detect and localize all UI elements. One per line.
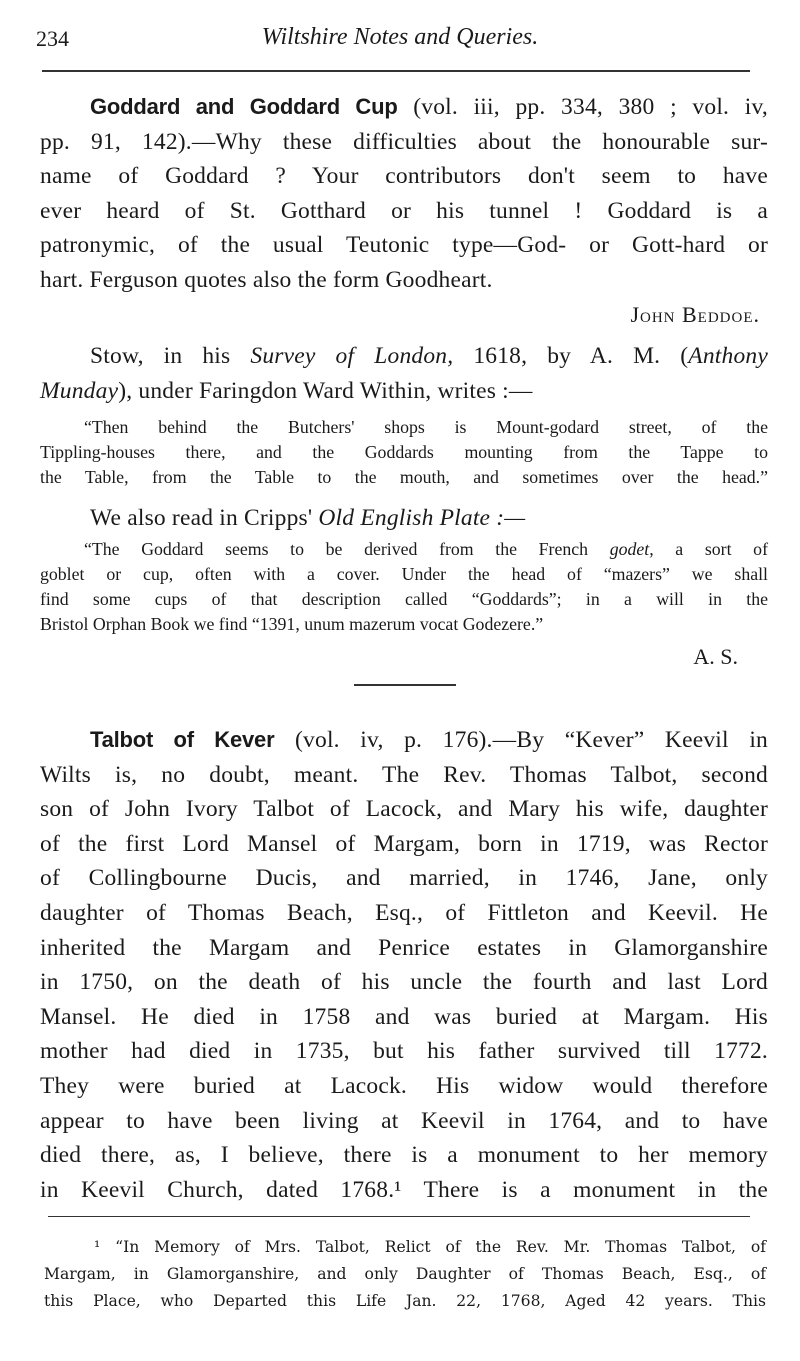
text-segment: 1618, by A. M. ( bbox=[453, 343, 689, 369]
talbot-paragraph bbox=[40, 723, 768, 1207]
entry-heading: Goddard and Goddard Cup bbox=[90, 94, 398, 119]
text-line bbox=[40, 440, 768, 465]
text-line bbox=[40, 861, 768, 896]
text-line bbox=[40, 758, 768, 793]
text-line bbox=[40, 827, 768, 862]
text-segment: (vol. iv, p. 176).—By “Kever” Keevil in bbox=[274, 727, 768, 753]
text-line bbox=[40, 374, 768, 409]
footnote-rule bbox=[48, 1216, 750, 1217]
text-line bbox=[40, 965, 768, 1000]
text-segment: of the first Lord Mansel of Margam, born in 1719, was Rector bbox=[40, 830, 768, 857]
text-segment: We also read in Cripps' bbox=[90, 505, 319, 531]
text-line bbox=[44, 1288, 766, 1315]
running-title: Wiltshire Notes and Queries. bbox=[261, 24, 539, 50]
text-segment: inherited the Margam and Penrice estates in Glamorganshire bbox=[40, 934, 768, 961]
text-line bbox=[40, 1000, 768, 1035]
text-segment: the Table, from the Table to the mouth, and sometimes over the head.” bbox=[40, 467, 768, 487]
text-segment: a sort of bbox=[653, 539, 768, 559]
text-segment: They were buried at Lacock. His widow would therefore bbox=[40, 1072, 768, 1099]
page-number: 234 bbox=[36, 26, 69, 51]
text-segment: Stow, in his bbox=[90, 343, 251, 369]
italic-text: Anthony bbox=[688, 343, 768, 369]
text-segment: ever heard of St. Gotthard or his tunnel ! Goddard is a bbox=[40, 197, 768, 224]
stow-paragraph bbox=[40, 339, 768, 408]
text-line bbox=[40, 1034, 768, 1069]
text-segment: ), under Faringdon Ward Within, writes :— bbox=[118, 377, 533, 404]
text-segment: hart. Ferguson quotes also the form Goodheart. bbox=[40, 266, 493, 293]
text-segment: in 1750, on the death of his uncle the fourth and last Lord bbox=[40, 969, 768, 996]
text-segment: (vol. iii, pp. 334, 380 ; vol. iv, bbox=[397, 94, 768, 120]
text-segment: goblet or cup, often with a cover. Under the head of “mazers” we shall bbox=[40, 564, 768, 584]
cripps-paragraph bbox=[40, 501, 768, 536]
text-segment: find some cups of that description called “Goddards”; in a will in the bbox=[40, 589, 768, 609]
text-line bbox=[40, 931, 768, 966]
text-segment: daughter of Thomas Beach, Esq., of Fittleton and Keevil. He bbox=[40, 899, 768, 926]
text-line bbox=[40, 1104, 768, 1139]
italic-text: Old English Plate :— bbox=[318, 505, 526, 531]
text-segment: Wilts is, no doubt, meant. The Rev. Thomas Talbot, second bbox=[40, 761, 768, 788]
text-line bbox=[40, 263, 768, 298]
italic-text: Munday bbox=[40, 377, 119, 404]
text-segment: “The Goddard seems to be derived from the French bbox=[84, 539, 610, 559]
section-divider bbox=[354, 684, 456, 686]
text-line bbox=[40, 1138, 768, 1173]
text-segment: patronymic, of the usual Teutonic type—God- or Gott-hard or bbox=[40, 232, 768, 259]
text-line bbox=[40, 415, 768, 440]
text-line bbox=[40, 537, 768, 562]
text-line bbox=[40, 1173, 768, 1208]
text-segment: appear to have been living at Keevil in 1764, and to have bbox=[40, 1107, 768, 1134]
cripps-quote bbox=[40, 537, 768, 637]
text-segment: ¹ “In Memory of Mrs. Talbot, Relict of the Rev. Mr. Thomas Talbot, of bbox=[94, 1238, 766, 1256]
text-line bbox=[40, 90, 768, 125]
goddard-paragraph bbox=[40, 90, 768, 298]
text-segment: died there, as, I believe, there is a monument to her memory bbox=[40, 1142, 768, 1169]
text-line bbox=[40, 1069, 768, 1104]
text-segment: this Place, who Departed this Life Jan. 22, 1768, Aged 42 years. This bbox=[44, 1292, 766, 1310]
text-line bbox=[40, 339, 768, 374]
text-line bbox=[40, 228, 768, 263]
text-segment: in Keevil Church, dated 1768.¹ There is a monument in the bbox=[40, 1176, 768, 1203]
text-line bbox=[40, 501, 768, 536]
text-line bbox=[40, 612, 768, 637]
header-rule bbox=[42, 70, 750, 72]
text-segment: “Then behind the Butchers' shops is Mount-godard street, of the bbox=[84, 417, 768, 437]
text-segment: Margam, in Glamorganshire, and only Daughter of Thomas Beach, Esq., of bbox=[44, 1265, 766, 1283]
italic-text: Survey of London, bbox=[250, 343, 454, 369]
text-segment: mother had died in 1735, but his father survived till 1772. bbox=[40, 1038, 768, 1065]
text-line bbox=[44, 1261, 766, 1288]
text-segment: pp. 91, 142).—Why these difficulties about the honourable sur- bbox=[40, 128, 768, 155]
text-line bbox=[40, 125, 768, 160]
text-line bbox=[40, 587, 768, 612]
text-line bbox=[40, 562, 768, 587]
text-line bbox=[44, 1234, 766, 1261]
text-segment: Bristol Orphan Book we find “1391, unum mazerum vocat Godezere.” bbox=[40, 614, 544, 634]
text-line bbox=[40, 465, 768, 490]
text-segment: of Collingbourne Ducis, and married, in 1746, Jane, only bbox=[40, 865, 768, 892]
text-segment: Mansel. He died in 1758 and was buried at Margam. His bbox=[40, 1003, 768, 1030]
text-line bbox=[40, 194, 768, 229]
text-segment: name of Goddard ? Your contributors don't seem to have bbox=[40, 163, 768, 190]
entry-heading: Talbot of Kever bbox=[90, 727, 275, 752]
text-segment: son of John Ivory Talbot of Lacock, and Mary his wife, daughter bbox=[40, 796, 768, 823]
text-line bbox=[40, 723, 768, 758]
text-segment: Tippling-houses there, and the Goddards mounting from the Tappe to bbox=[40, 442, 768, 462]
stow-quote bbox=[40, 415, 768, 490]
text-line bbox=[40, 792, 768, 827]
text-line bbox=[40, 159, 768, 194]
text-line bbox=[40, 896, 768, 931]
footnote bbox=[44, 1234, 766, 1315]
signature-john-beddoe: John Beddoe. bbox=[630, 302, 760, 327]
italic-text: godet, bbox=[609, 539, 654, 559]
signature-as: A. S. bbox=[693, 644, 738, 669]
